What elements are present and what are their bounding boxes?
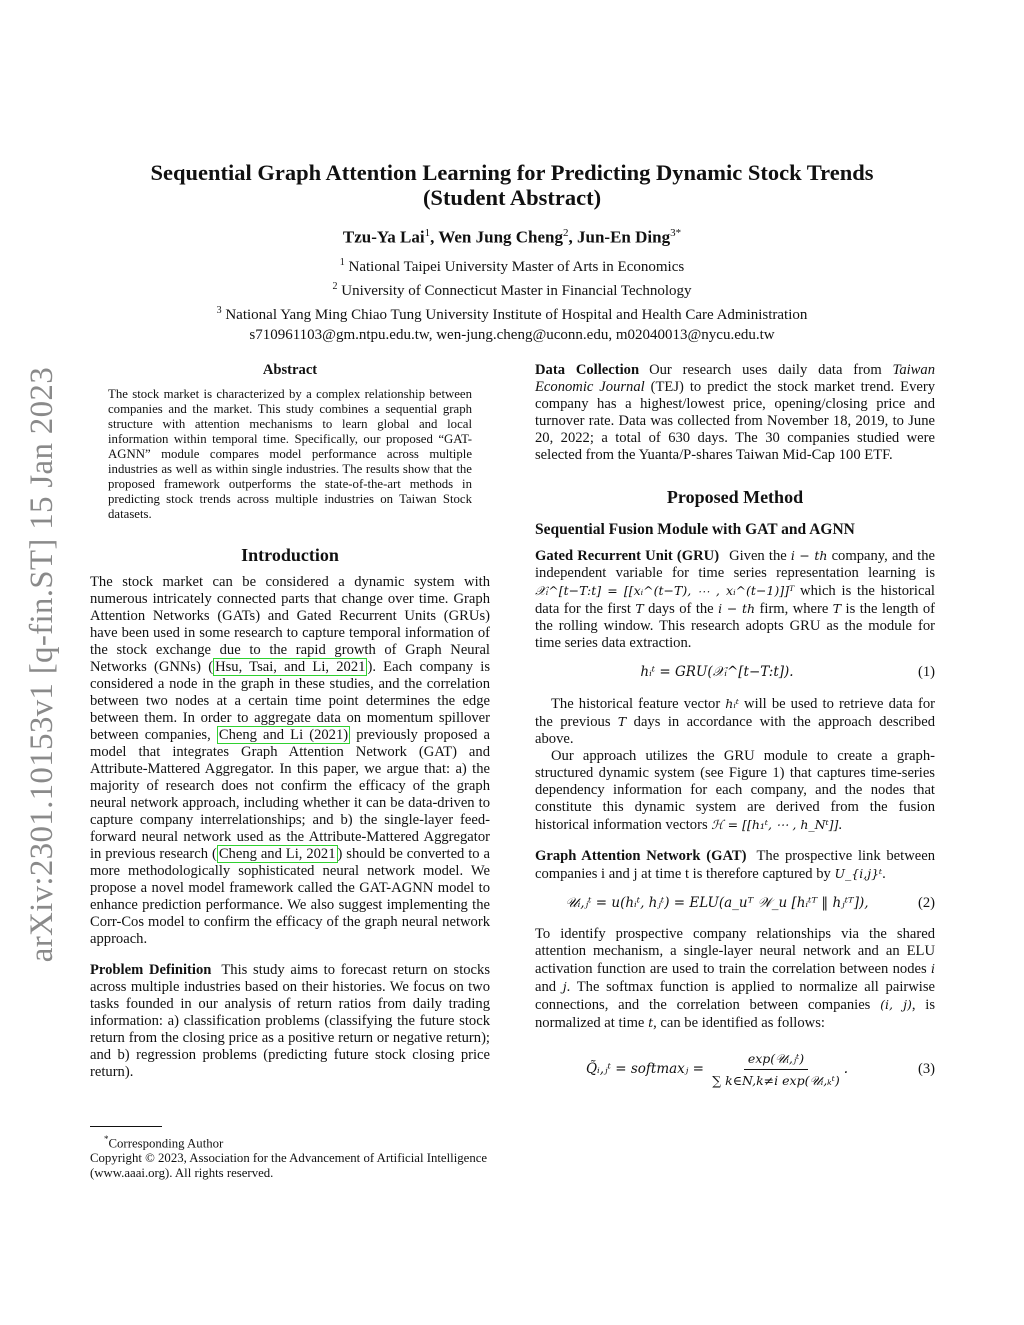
- affiliation: [90, 301, 934, 325]
- inline-math: 𝒳ᵢ^[t−T:t] = [[xᵢ^(t−T), ⋯ , xᵢ^(t−1)]]ᵀ: [535, 583, 795, 598]
- corresponding-author-text: Corresponding Author: [108, 1136, 224, 1151]
- citation-link[interactable]: Hsu, Tsai, and Li, 2021: [215, 659, 366, 675]
- body-text: .: [838, 817, 843, 833]
- fraction-denominator: ∑ k∈N,k≠i exp(𝒰ᵢ,ₖᵗ): [712, 1073, 840, 1088]
- arxiv-id: arXiv:2301.10153v1 [q-fin.ST] 15 Jan 2023: [23, 367, 60, 963]
- gru-text: company, and the independent variable for time series representation learning is: [535, 548, 935, 581]
- body-text: The historical feature vector: [551, 696, 726, 712]
- inline-math: U_{i,j}ᵗ: [834, 866, 883, 881]
- paper-title: [90, 160, 934, 210]
- footnote-rule: [90, 1126, 162, 1127]
- intro-text: The stock market can be considered a dynamic system with numerous intricately connected parts that change over time. Graph Attention Networks (GATs) and Gated Recurrent Units (GRUs) have been used in some research to capture temporal information of the stock exchange due to the rapid growth of Graph Neural Networks (GNNs) (: [90, 574, 490, 675]
- journal-name: Taiwan Economic Journal: [535, 362, 936, 395]
- body-text: will be used to retrieve data for the previous: [535, 696, 935, 730]
- affiliation: [90, 253, 934, 277]
- data-collection-paragraph: [535, 362, 935, 464]
- citation-link[interactable]: Cheng and Li (2021): [218, 727, 349, 743]
- citation-link[interactable]: Cheng and Li, 2021: [218, 846, 336, 862]
- inline-math: i − th: [718, 601, 756, 616]
- inline-math: j: [562, 979, 567, 994]
- proposed-method-heading: Proposed Method: [666, 487, 804, 507]
- footnote-mark: *: [104, 1134, 109, 1144]
- problem-definition-heading: Problem Definition: [90, 962, 212, 978]
- equation-body: hᵢᵗ = GRU(𝒳ᵢ^[t−T:t]).: [640, 664, 794, 680]
- abstract-text: The stock market is characterized by a complex relationship between companies and the market. This study combines a sequential graph structure with attention mechanisms to learn global and local information within temporal time. Specifically, our proposed “GAT-AGNN” module compares model performance across multiple industries as well as within single industries. The results show that the proposed framework outperforms the state-of-the-art methods in predicting stock trends across multiple industries on Taiwan Stock datasets.: [108, 387, 472, 521]
- inline-math: T: [617, 714, 627, 729]
- gat-text: .: [882, 866, 886, 882]
- title-line-1: Sequential Graph Attention Learning for Predicting Dynamic Stock Trends: [150, 160, 874, 185]
- affiliation-text: National Taipei University Master of Arts in Economics: [348, 258, 685, 275]
- inline-math: ℋ = [[h₁ᵗ, ⋯ , h_Nᵗ]]: [711, 817, 839, 832]
- title-line-2: (Student Abstract): [422, 185, 602, 210]
- paper-header: [90, 160, 934, 345]
- gru-text: is the length of the rolling window. This research adopts GRU as the module for time series data extraction.: [535, 601, 935, 651]
- gru-text: firm, where: [755, 601, 833, 617]
- right-column: [535, 362, 935, 1103]
- body-text: . The softmax function is applied to normalize all pairwise connections, and the correlation between companies: [535, 979, 935, 1013]
- arxiv-stamp: [18, 350, 66, 980]
- affiliations: [90, 253, 934, 345]
- data-collection-text: Our research uses daily data from: [649, 362, 893, 378]
- copyright-note: Copyright © 2023, Association for the Advancement of Artificial Intelligence (www.aaai.org). All rights reserved.: [90, 1151, 488, 1181]
- inline-math: hᵢᵗ: [725, 696, 739, 711]
- affiliation-number: 3: [216, 304, 222, 316]
- affiliation-text: National Yang Ming Chiao Tung University Institute of Hospital and Health Care Administration: [225, 306, 808, 323]
- body-text: To identify prospective company relationships via the shared attention mechanism, a single-layer neural network and an ELU activation function are used to train the correlation between nodes: [535, 926, 935, 977]
- inline-math: T: [832, 601, 842, 616]
- inline-math: (i, j): [880, 997, 912, 1012]
- author-sup: 3*: [670, 227, 682, 239]
- introduction-paragraph: [90, 574, 490, 948]
- abstract: [90, 362, 490, 522]
- equation-lhs: Q̃ᵢ,ⱼᵗ = softmaxⱼ =: [585, 1061, 704, 1077]
- fraction-numerator: exp(𝒰ᵢ,ⱼᵗ): [744, 1050, 808, 1070]
- data-collection-heading: Data Collection: [535, 362, 640, 378]
- affiliation: [90, 277, 934, 301]
- introduction-heading: Introduction: [241, 545, 339, 565]
- equation-end: .: [843, 1061, 848, 1077]
- gru-paragraph: [535, 547, 935, 652]
- inline-math: i: [931, 961, 935, 976]
- affiliation-number: 2: [332, 280, 338, 292]
- equation-number: (1): [917, 664, 935, 680]
- gat-text: The prospective link between companies i and j at time t is therefore captured by: [535, 848, 935, 882]
- affiliation-number: 1: [339, 256, 345, 268]
- body-text: , is normalized at time: [535, 997, 935, 1031]
- author-sup: 2: [563, 227, 569, 239]
- equation-2: [535, 895, 935, 912]
- inline-math: t: [648, 1015, 654, 1030]
- problem-definition-text: This study aims to forecast return on stocks across multiple industries based on their histories. We focus on two tasks founded in our analysis of return ratios from daily trading information: a) classification problems (classifying the future stock return from the closing price as a positive return or negative return); and b) regression problems (predicting future stock closing price return).: [90, 962, 490, 1080]
- approach-paragraph: [535, 748, 935, 834]
- intro-text: ). Each company is considered a node in the graph in these studies, and the correlation between two nodes at a certain time point determines the edge between them. In order to aggregate data on momentum spillover between companies,: [90, 659, 490, 743]
- problem-definition-paragraph: [90, 962, 490, 1081]
- corresponding-author-note: [90, 1132, 490, 1151]
- gru-text: which is the historical data for the first: [535, 583, 935, 617]
- body-text: days in accordance with the approach described above.: [535, 714, 935, 747]
- equation-number: (3): [917, 1061, 935, 1077]
- affiliation-text: University of Connecticut Master in Financial Technology: [341, 282, 692, 299]
- equation-1: [535, 664, 935, 681]
- emails: s710961103@gm.ntpu.edu.tw, wen-jung.cheng@uconn.edu, m02040013@nycu.edu.tw: [249, 326, 775, 343]
- gru-text: Given the: [729, 548, 791, 564]
- gru-text: days of the: [643, 601, 719, 617]
- inline-math: i − th: [790, 548, 828, 563]
- footnote: [90, 1126, 490, 1181]
- gat-paragraph: [535, 848, 935, 883]
- author-name: Wen Jung Cheng: [438, 227, 564, 247]
- inline-math: T: [635, 601, 644, 616]
- equation-number: (2): [917, 895, 935, 911]
- body-text: Our approach utilizes the GRU module to create a graph-structured dynamic system (see Figure 1) that captures time-series dependency information for each company, and the nodes that constitute this dynamic system are derived from the fusion historical information vectors: [535, 748, 935, 833]
- author-list: Tzu-Ya Lai$^1$, Wen Jung Cheng$^2$, Jun-En Ding$^{3*}$: [342, 227, 682, 247]
- intro-text: ) should be converted to a more methodologically sophisticated neural network model. We propose a novel model framework called the GAT-AGNN model to enhance prediction performance. We also suggest implementing the Corr-Cos model to confirm the efficacy of the graph neural network approach.: [90, 846, 490, 947]
- historical-feature-paragraph: [535, 695, 935, 748]
- author-sup: 1: [424, 227, 431, 239]
- sequential-fusion-subheading: Sequential Fusion Module with GAT and AGNN: [535, 521, 855, 538]
- author-name: Tzu-Ya Lai: [342, 227, 425, 247]
- author-name: Jun-En Ding: [577, 227, 671, 247]
- gat-heading: Graph Attention Network (GAT): [535, 848, 747, 864]
- body-text: , can be identified as follows:: [653, 1015, 825, 1031]
- equation-fraction: [708, 1050, 843, 1089]
- softmax-paragraph: [535, 926, 935, 1032]
- equation-body: [535, 1050, 899, 1089]
- intro-text: previously proposed a model that integrates Graph Attention Network (GAT) and Attribute-Mattered Aggregator. In this paper, we argue that: a) the majority of research does not confirm the efficacy of the graph neural network approach, including whether it can be data-driven to capture company interrelationships; and b) the single-layer feed-forward neural network used as the Attribute-Mattered Aggregator in previous research (: [90, 727, 490, 862]
- equation-body: 𝒰ᵢ,ⱼᵗ = u(hᵢᵗ, hⱼᵗ) = ELU(a_uᵀ 𝒲_u [hᵢᵗᵀ ‖ hⱼᵗᵀ]),: [565, 895, 869, 911]
- data-collection-text: (TEJ) to predict the stock market trend. Every company has a highest/lowest price, opening/closing price and turnover rate. Data was collected from November 18, 2019, to June 20, 2022; a total of 630 days. The 30 companies studied were selected from the Yuanta/P-shares Taiwan Mid-Cap 100 ETF.: [535, 379, 935, 463]
- body-text: and: [535, 979, 563, 995]
- abstract-heading: Abstract: [262, 362, 318, 378]
- gru-heading: Gated Recurrent Unit (GRU): [535, 548, 720, 564]
- equation-3: [535, 1050, 935, 1089]
- left-column: [90, 362, 490, 1081]
